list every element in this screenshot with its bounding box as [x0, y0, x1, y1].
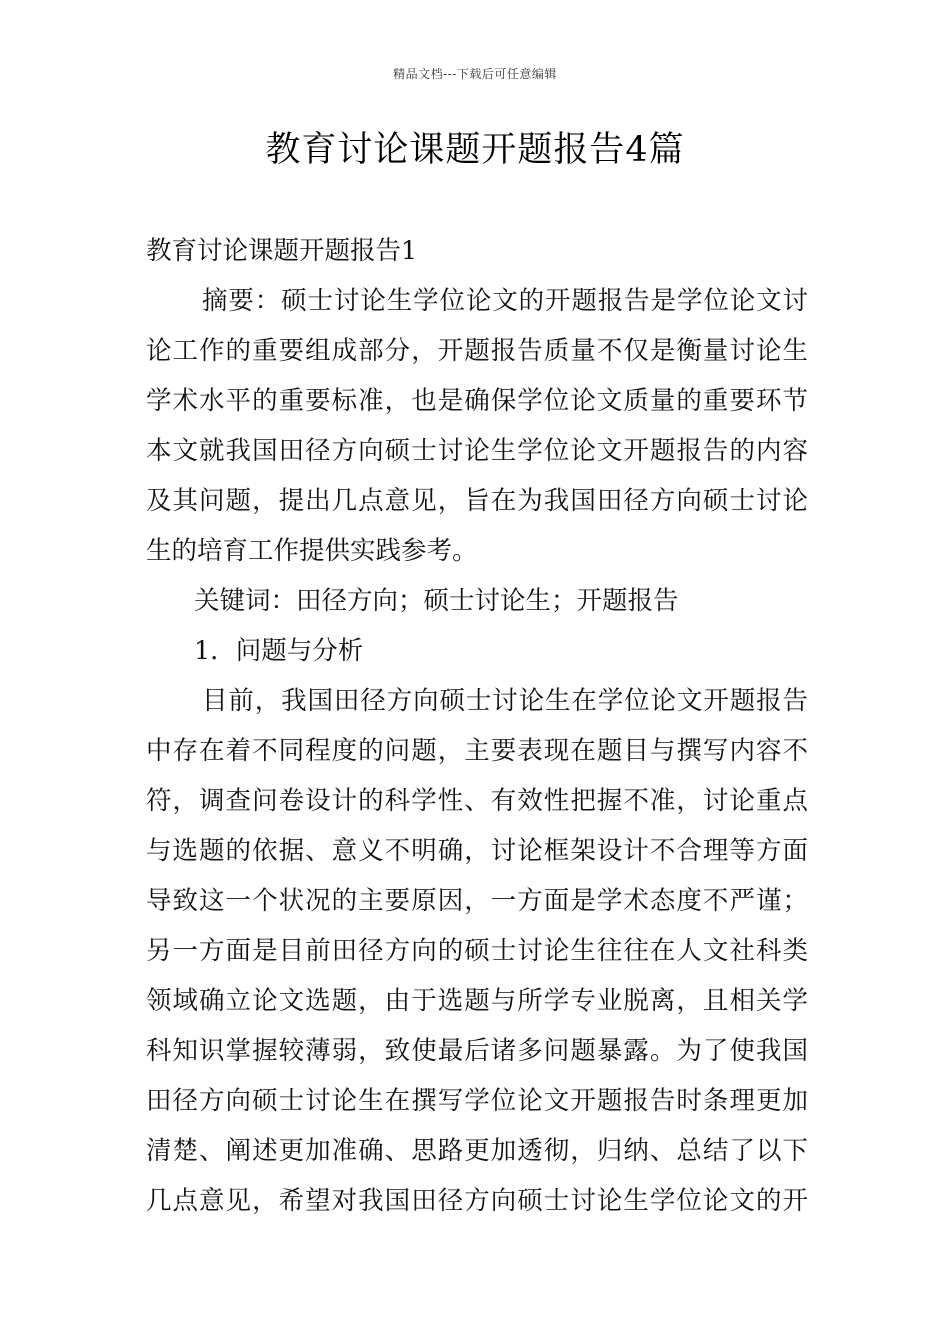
- header-note: 精品文档---下载后可任意编辑: [393, 67, 557, 81]
- paragraph-line: 另一方面是目前田径方向的硕士讨论生往往在人文社科类: [146, 936, 808, 966]
- document-title: 教育讨论课题开题报告4篇: [265, 130, 685, 170]
- document-body: [146, 226, 808, 1226]
- paragraph-line: 田径方向硕士讨论生在撰写学位论文开题报告时条理更加: [146, 1086, 808, 1116]
- abstract-line: 摘要：硕士讨论生学位论文的开题报告是学位论文讨: [202, 286, 808, 316]
- abstract-line: 本文就我国田径方向硕士讨论生学位论文开题报告的内容: [146, 436, 808, 466]
- paragraph-line: 中存在着不同程度的问题，主要表现在题目与撰写内容不: [146, 736, 808, 766]
- paragraph-line: 与选题的依据、意义不明确，讨论框架设计不合理等方面: [146, 836, 808, 866]
- paragraph-line: 清楚、阐述更加准确、思路更加透彻，归纳、总结了以下: [146, 1136, 808, 1166]
- subheading: 1．问题与分析: [194, 636, 364, 666]
- paragraph-line: 领域确立论文选题，由于选题与所学专业脱离，且相关学: [146, 986, 808, 1016]
- abstract-line: 生的培育工作提供实践参考。: [146, 536, 478, 566]
- keywords-line: 关键词：田径方向；硕士讨论生；开题报告: [194, 586, 679, 616]
- paragraph-line: 目前，我国田径方向硕士讨论生在学位论文开题报告: [202, 686, 808, 716]
- paragraph-line: 符，调查问卷设计的科学性、有效性把握不准，讨论重点: [146, 786, 808, 816]
- section-heading: 教育讨论课题开题报告1: [146, 236, 418, 266]
- abstract-line: 论工作的重要组成部分，开题报告质量不仅是衡量讨论生: [146, 336, 808, 366]
- paragraph-line: 科知识掌握较薄弱，致使最后诸多问题暴露。为了使我国: [146, 1036, 808, 1066]
- paragraph-line: 几点意见，希望对我国田径方向硕士讨论生学位论文的开: [146, 1186, 808, 1216]
- abstract-line: 及其问题，提出几点意见，旨在为我国田径方向硕士讨论: [146, 486, 808, 516]
- abstract-line: 学术水平的重要标准，也是确保学位论文质量的重要环节: [146, 386, 808, 416]
- paragraph-line: 导致这一个状况的主要原因，一方面是学术态度不严谨；: [146, 886, 808, 916]
